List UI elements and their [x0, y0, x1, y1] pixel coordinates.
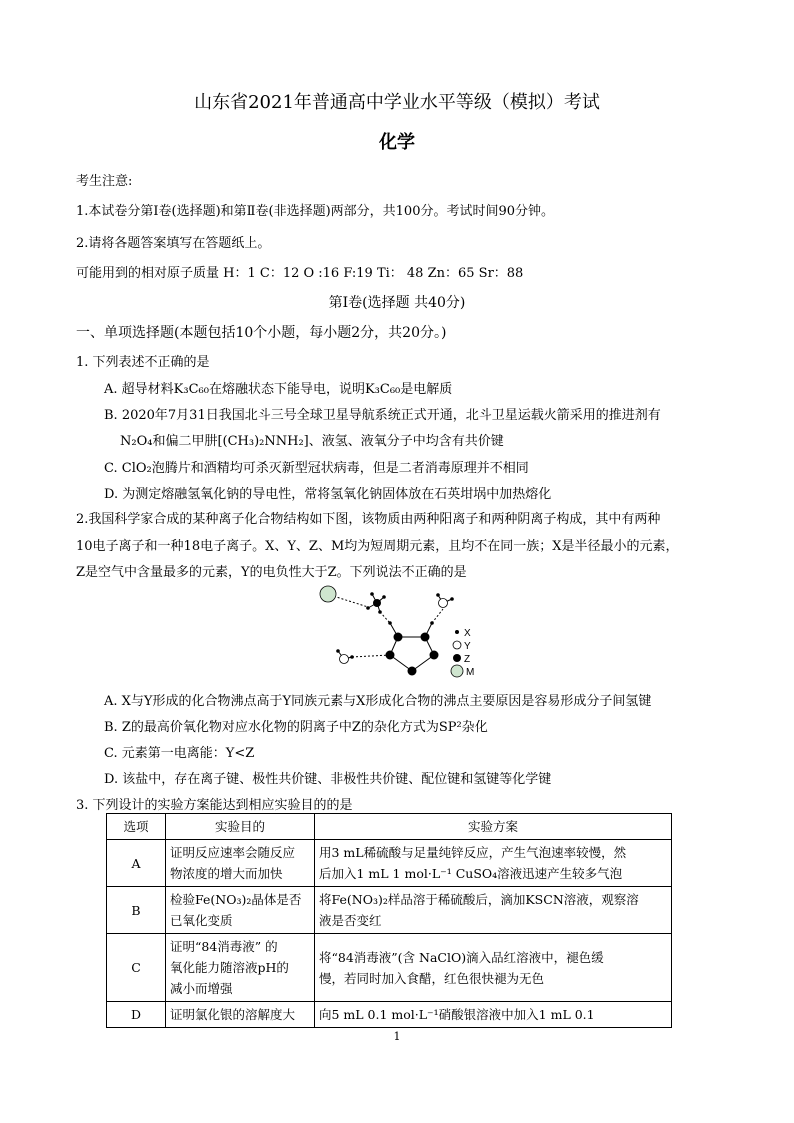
- row-purpose: [166, 934, 315, 1002]
- header-plan: 实验方案: [315, 814, 672, 840]
- q1-option-d: D. 为测定熔融氢氧化钠的导电性，常将氢氧化钠固体放在石英坩埚中加热熔化: [104, 487, 552, 502]
- row-option: D: [107, 1002, 166, 1028]
- x-atom: [370, 592, 374, 596]
- exam-title: 山东省2021年普通高中学业水平等级（模拟）考试: [194, 92, 600, 113]
- row-purpose: [166, 887, 315, 934]
- purpose-line: 证明反应速率会随反应: [170, 845, 296, 860]
- x-atom: [350, 655, 354, 659]
- purpose-line: 氧化能力随溶液pH的: [170, 960, 289, 975]
- q2-stem-line1: 2.我国科学家合成的某种离子化合物结构如下图，该物质由两种阳离子和两种阴离子构成，其中有两种: [76, 512, 661, 527]
- x-atom: [336, 649, 340, 653]
- plan-line: 液是否变红: [319, 913, 382, 928]
- header-purpose: 实验目的: [166, 814, 315, 840]
- z-atom: [386, 651, 395, 660]
- q1-stem: 1. 下列表述不正确的是: [76, 355, 210, 370]
- legend-x-symbol: [455, 630, 459, 634]
- q1-option-b-line2: N₂O₄和偏二甲肼[(CH₃)₂NNH₂]、液氢、液氧分子中均含有共价键: [120, 434, 504, 449]
- plan-line: 后加入1 mL 1 mol·L⁻¹ CuSO₄溶液迅速产生较多气泡: [319, 866, 623, 881]
- legend-z-label: Z: [464, 654, 471, 665]
- z-atom: [421, 633, 430, 642]
- legend-x-label: X: [464, 628, 471, 639]
- row-option: B: [107, 887, 166, 934]
- q2-option-c: C. 元素第一电离能：Y<Z: [104, 746, 255, 761]
- row-purpose: [166, 840, 315, 887]
- table-row: [107, 934, 672, 1002]
- page-number: 1: [393, 1030, 401, 1043]
- x-atom: [366, 606, 370, 610]
- plan-line: 将“84消毒液”(含 NaClO)滴入品红溶液中，褪色缓: [319, 949, 604, 965]
- legend-m-symbol: [451, 665, 463, 677]
- experiment-table: [106, 813, 672, 1028]
- row-plan: [315, 887, 672, 934]
- q1-option-c: C. ClO₂泡腾片和酒精均可杀灭新型冠状病毒，但是二者消毒原理并不相同: [104, 461, 529, 476]
- purpose-line: 证明氯化银的溶解度大: [170, 1007, 296, 1022]
- q2-option-a: A. X与Y形成的化合物沸点高于Y同族元素与X形成化合物的沸点主要原因是容易形成分子间氢键: [104, 694, 652, 709]
- plan-line: 慢，若同时加入食醋，红色很快褪为无色: [319, 970, 545, 986]
- subject-title: 化学: [379, 132, 415, 153]
- q1-option-a: A. 超导材料K₃C₆₀在熔融状态下能导电，说明K₃C₆₀是电解质: [104, 382, 453, 397]
- q2-stem-line3: Z是空气中含量最多的元素，Y的电负性大于Z。下列说法不正确的是: [76, 565, 467, 580]
- table-header-row: [107, 814, 672, 840]
- q3-stem: 3. 下列设计的实验方案能达到相应实验目的的是: [76, 798, 353, 813]
- table-row: [107, 887, 672, 934]
- m-atom: [320, 586, 336, 602]
- row-plan: [315, 934, 672, 1002]
- x-atom: [378, 610, 382, 614]
- x-atom: [382, 595, 386, 599]
- notice-heading: 考生注意:: [76, 174, 133, 189]
- part1-title: 第Ⅰ卷(选择题 共40分): [328, 295, 466, 311]
- purpose-line: 检验Fe(NO₃)₂晶体是否: [170, 892, 302, 907]
- row-purpose: [166, 1002, 315, 1028]
- section1-title: 一、单项选择题(本题包括10个小题，每小题2分，共20分。): [76, 325, 447, 341]
- row-plan: [315, 1002, 672, 1028]
- x-atom: [450, 597, 454, 601]
- notice-item-1: 1.本试卷分第Ⅰ卷(选择题)和第Ⅱ卷(非选择题)两部分，共100分。考试时间90分钟。: [76, 204, 555, 219]
- legend-m-label: M: [466, 667, 475, 678]
- y-atom: [340, 655, 349, 664]
- row-plan: [315, 840, 672, 887]
- legend-z-symbol: [453, 654, 461, 662]
- purpose-line: 证明“84消毒液” 的: [170, 939, 278, 954]
- z-atom: [394, 633, 403, 642]
- purpose-line: 减小而增强: [170, 981, 233, 996]
- legend-y-symbol: [453, 641, 461, 649]
- z-atom: [430, 651, 439, 660]
- x-atom: [388, 621, 392, 625]
- row-option: C: [107, 934, 166, 1002]
- ionic-compound-structure-diagram: [310, 585, 480, 685]
- x-atom: [430, 621, 434, 625]
- purpose-line: 已氧化变质: [170, 913, 233, 928]
- q2-option-b: B. Z的最高价氧化物对应水化物的阴离子中Z的杂化方式为SP²杂化: [104, 720, 488, 735]
- atomic-masses: 可能用到的相对原子质量 H：1 C：12 O :16 F:19 Ti： 48 Zn：65 Sr：88: [76, 266, 524, 281]
- z-atom: [408, 667, 417, 676]
- q1-option-b-line1: B. 2020年7月31日我国北斗三号全球卫星导航系统正式开通，北斗卫星运载火箭采用的推进剂有: [104, 408, 661, 423]
- notice-item-2: 2.请将各题答案填写在答题纸上。: [76, 236, 271, 251]
- x-atom: [436, 593, 440, 597]
- plan-line: 向5 mL 0.1 mol·L⁻¹硝酸银溶液中加入1 mL 0.1: [319, 1007, 595, 1022]
- purpose-line: 物浓度的增大而加快: [170, 866, 283, 881]
- z-atom: [373, 599, 381, 607]
- plan-line: 将Fe(NO₃)₂样品溶于稀硫酸后，滴加KSCN溶液，观察溶: [319, 892, 639, 907]
- legend-y-label: Y: [464, 641, 471, 652]
- plan-line: 用3 mL稀硫酸与足量纯锌反应，产生气泡速率较慢，然: [319, 845, 627, 860]
- header-option: 选项: [107, 814, 166, 840]
- table-row: [107, 1002, 672, 1028]
- row-option: A: [107, 840, 166, 887]
- y-atom: [439, 599, 448, 608]
- q2-option-d: D. 该盐中，存在离子键、极性共价键、非极性共价键、配位键和氢键等化学键: [104, 772, 552, 787]
- q2-stem-line2: 10电子离子和一种18电子离子。X、Y、Z、M均为短周期元素，且均不在同一族；X是半径最小的元素，: [76, 539, 679, 554]
- table-row: [107, 840, 672, 887]
